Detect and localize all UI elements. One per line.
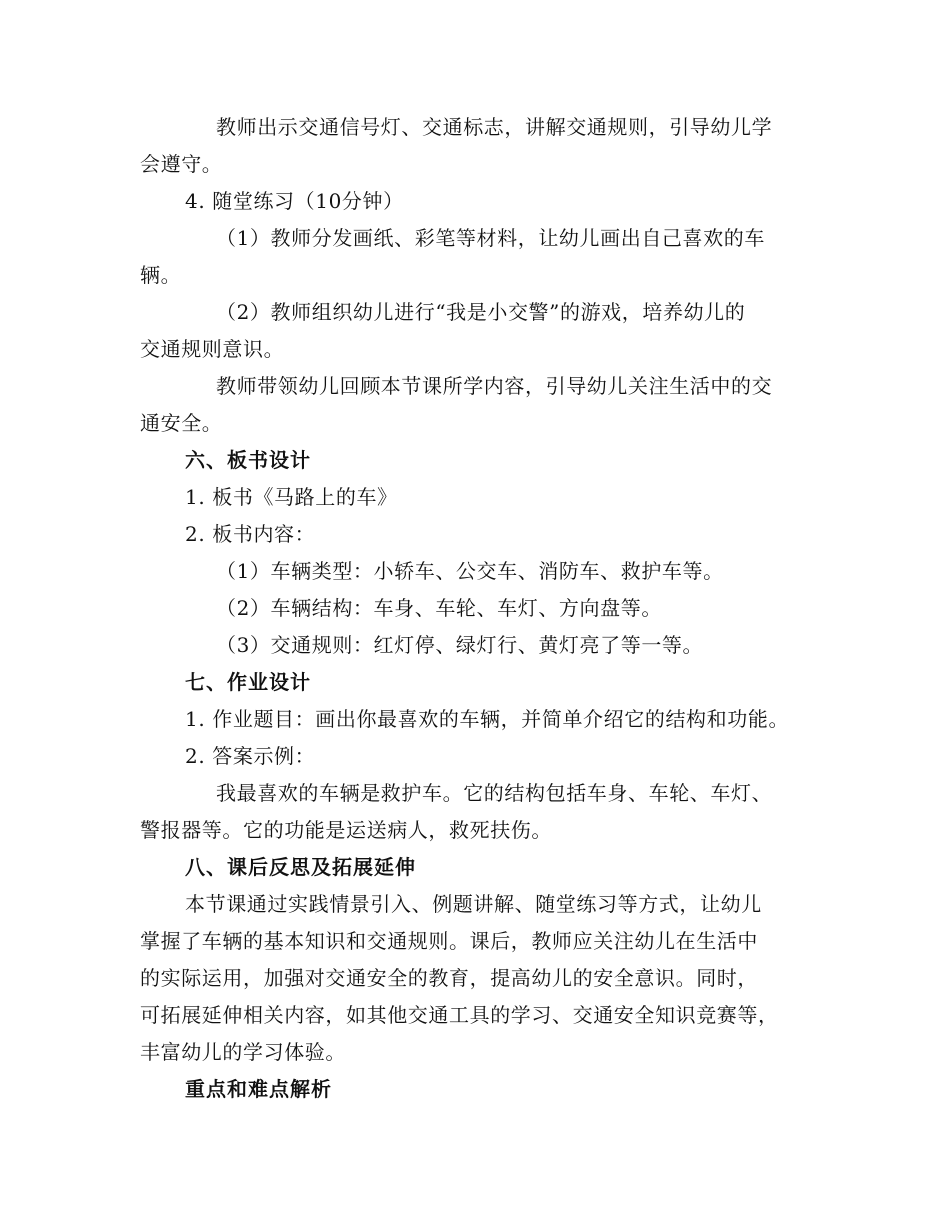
paragraph-line: 掌握了车辆的基本知识和交通规则。课后，教师应关注幼儿在生活中: [140, 929, 758, 953]
list-item: 1. 板书《马路上的车》: [185, 485, 398, 509]
list-item: （3）交通规则：红灯停、绿灯行、黄灯亮了等一等。: [216, 633, 704, 657]
list-item: （1）车辆类型：小轿车、公交车、消防车、救护车等。: [216, 559, 724, 583]
list-item: 1. 作业题目：画出你最喜欢的车辆，并简单介绍它的结构和功能。: [185, 707, 790, 731]
paragraph-line: 的实际运用，加强对交通安全的教育，提高幼儿的安全意识。同时，: [140, 966, 758, 990]
list-item: （2）车辆结构：车身、车轮、车灯、方向盘等。: [216, 596, 662, 620]
paragraph-line: （1）教师分发画纸、彩笔等材料，让幼儿画出自己喜欢的车: [216, 226, 765, 250]
paragraph-line: 教师出示交通信号灯、交通标志，讲解交通规则，引导幼儿学: [216, 115, 773, 139]
paragraph-line: 会遵守。: [140, 152, 223, 176]
paragraph-line: 可拓展延伸相关内容，如其他交通工具的学习、交通安全知识竞赛等，: [140, 1003, 779, 1027]
paragraph-line: 丰富幼儿的学习体验。: [140, 1040, 346, 1064]
section-heading: 重点和难点解析: [185, 1077, 332, 1101]
paragraph-line: 通安全。: [140, 411, 223, 435]
section-heading: 六、板书设计: [185, 448, 311, 472]
list-item: 2. 答案示例：: [185, 744, 316, 768]
paragraph-line: （2）教师组织幼儿进行“我是小交警”的游戏，培养幼儿的: [216, 300, 746, 324]
section-heading: 八、课后反思及拓展延伸: [185, 855, 416, 879]
paragraph-line: 辆。: [140, 263, 182, 287]
paragraph-line: 教师带领幼儿回顾本节课所学内容，引导幼儿关注生活中的交: [216, 374, 773, 398]
paragraph-line: 我最喜欢的车辆是救护车。它的结构包括车身、车轮、车灯、: [216, 781, 773, 805]
section-heading: 七、作业设计: [185, 670, 311, 694]
paragraph-line: 警报器等。它的功能是运送病人，救死扶伤。: [140, 818, 552, 842]
paragraph-line: 交通规则意识。: [140, 337, 285, 361]
paragraph-line: 本节课通过实践情景引入、例题讲解、随堂练习等方式，让幼儿: [185, 892, 762, 916]
list-item: 4. 随堂练习（10分钟）: [185, 189, 404, 213]
list-item: 2. 板书内容：: [185, 522, 316, 546]
